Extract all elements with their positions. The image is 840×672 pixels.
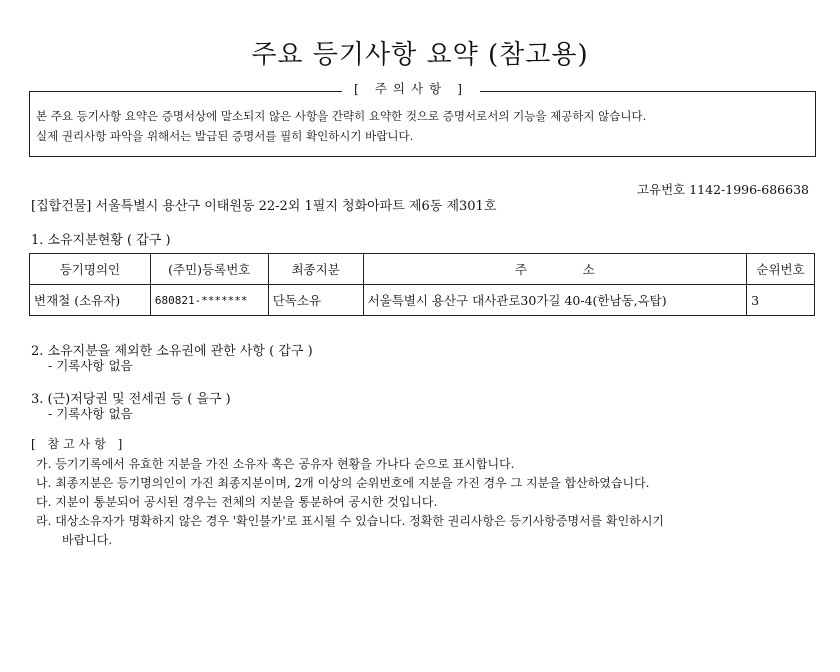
ownership-table [29, 253, 815, 316]
reference-item: 다. 지분이 통분되어 공시된 경우는 전체의 지분을 통분하여 공시한 것입니다. [36, 495, 438, 509]
section3-heading: 3. (근)저당권 및 전세권 등 ( 을구 ) [31, 392, 231, 407]
reference-item: 나. 최종지분은 등기명의인이 가진 최종지분이며, 2개 이상의 순위번호에 지분을 가진 경우 그 지분을 합산하였습니다. [36, 476, 650, 490]
page-title: 주요 등기사항 요약 (참고용) [251, 40, 589, 70]
header-address: 주 소 [363, 254, 746, 285]
cell-registrant: 변재철 (소유자) [30, 285, 151, 316]
section3-line: - 기록사항 없음 [48, 406, 133, 421]
reference-item: 가. 등기기록에서 유효한 지분을 가진 소유자 혹은 공유자 현황을 가나다 순으로 표시합니다. [36, 457, 515, 471]
notice-label: [ 주의사항 ] [342, 79, 480, 97]
table-row [30, 285, 815, 316]
references-label: [ 참고사항 ] [31, 437, 127, 451]
notice-box [29, 91, 816, 157]
cell-rank-number: 3 [747, 285, 815, 316]
section1-heading: 1. 소유지분현황 ( 갑구 ) [31, 233, 171, 248]
cell-reg-number: 680821-******* [150, 285, 268, 316]
section2-line: - 기록사항 없음 [48, 358, 133, 373]
table-header-row [30, 254, 815, 285]
property-address: [집합건물] 서울특별시 용산구 이태원동 22-2외 1필지 청화아파트 제6동 제301호 [31, 199, 497, 214]
header-final-share: 최종지분 [268, 254, 363, 285]
reference-item-continuation: 바랍니다. [62, 533, 113, 547]
reference-item: 라. 대상소유자가 명확하지 않은 경우 '확인불가'로 표시될 수 있습니다. 정확한 권리사항은 등기사항증명서를 확인하시기 [36, 514, 665, 528]
notice-line-2: 실제 권리사항 파악을 위해서는 발급된 증명서를 필히 확인하시기 바랍니다. [36, 129, 414, 143]
cell-address: 서울특별시 용산구 대사관로30가길 40-4(한남동,옥탑) [363, 285, 746, 316]
cell-final-share: 단독소유 [268, 285, 363, 316]
header-registrant: 등기명의인 [30, 254, 151, 285]
section2-heading: 2. 소유지분을 제외한 소유권에 관한 사항 ( 갑구 ) [31, 344, 313, 359]
header-rank-number: 순위번호 [747, 254, 815, 285]
header-reg-number: (주민)등록번호 [150, 254, 268, 285]
unique-number: 고유번호 1142-1996-686638 [636, 182, 809, 197]
notice-line-1: 본 주요 등기사항 요약은 증명서상에 말소되지 않은 사항을 간략히 요약한 것으로 증명서로서의 기능을 제공하지 않습니다. [36, 109, 647, 123]
